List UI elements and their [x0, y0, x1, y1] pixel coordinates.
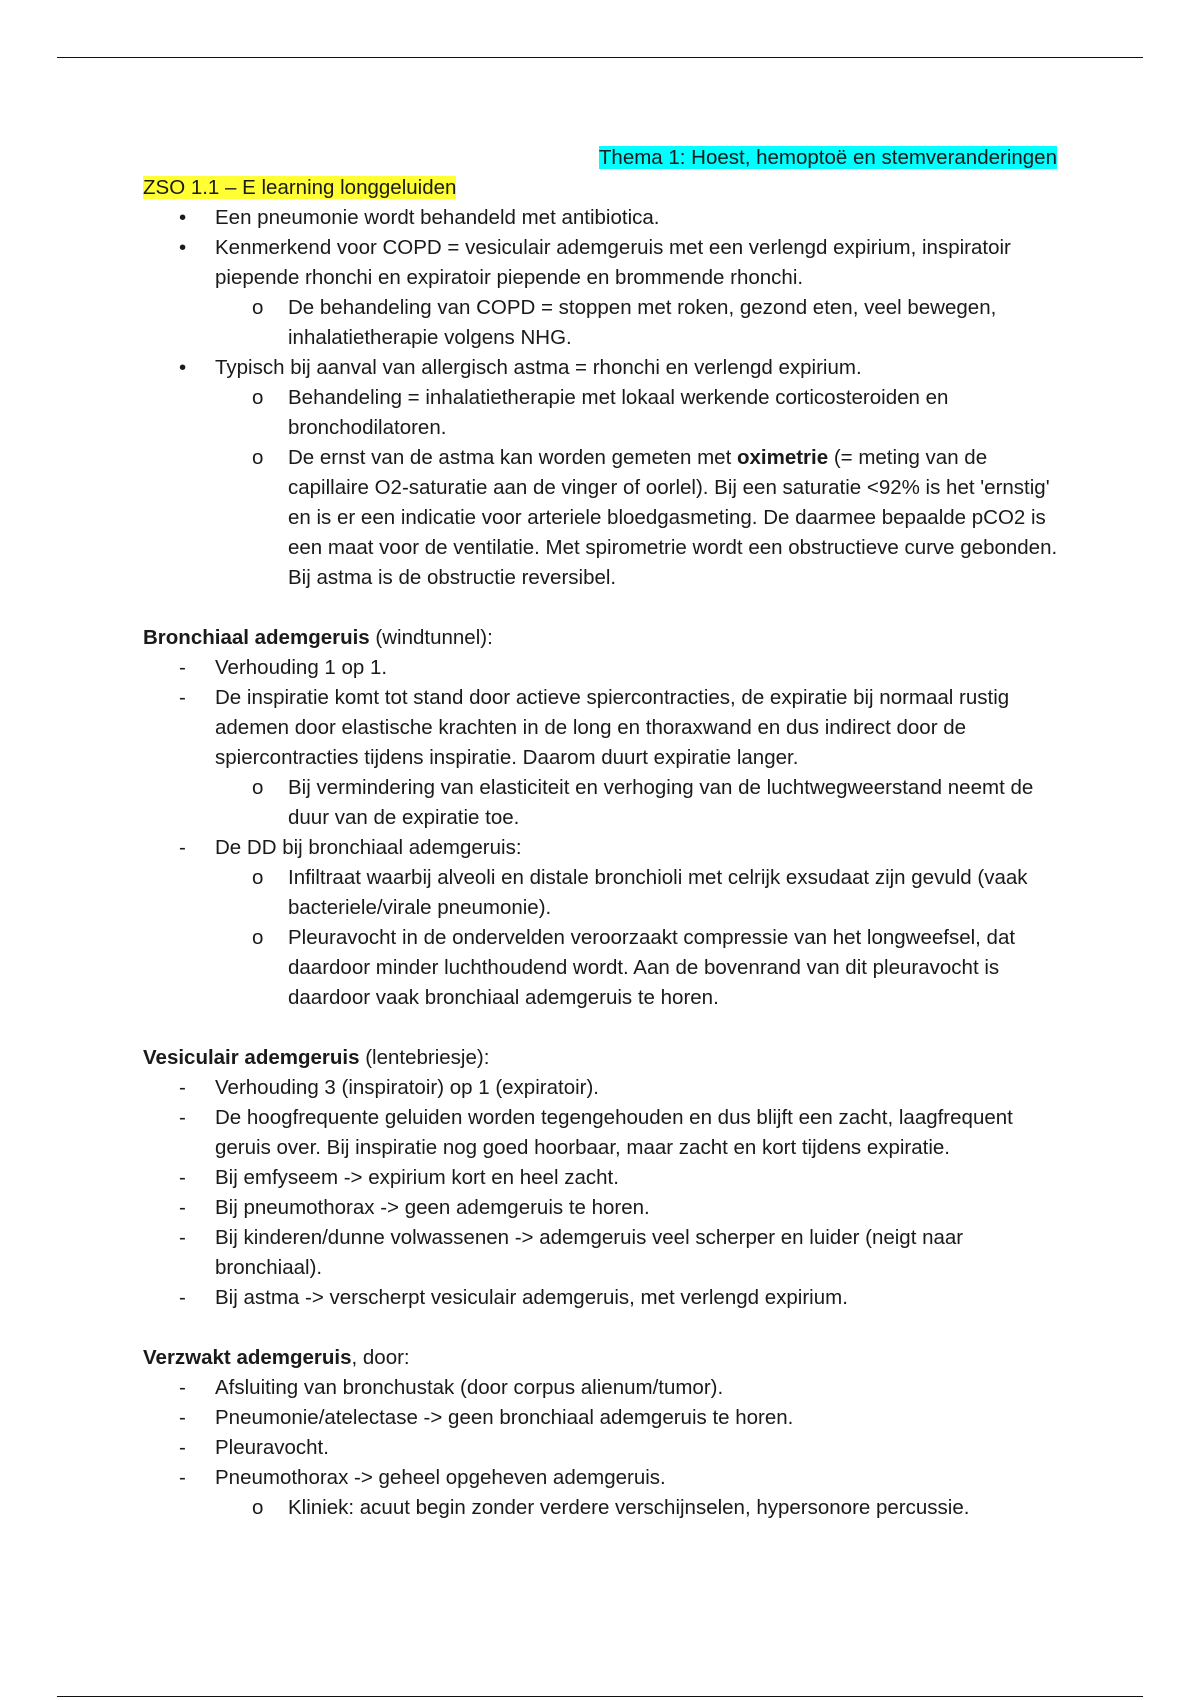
list-item-text: Kenmerkend voor COPD = vesiculair ademgeruis met een verlengd expirium, inspiratoir piepende rhonchi en expiratoir piepende en brommende rhonchi.: [215, 236, 1011, 289]
dash-marker: -: [179, 1196, 186, 1219]
circle-marker: o: [252, 386, 264, 409]
bullet-marker: •: [179, 356, 187, 379]
circle-marker: o: [252, 1496, 264, 1519]
list-item: [143, 863, 1063, 923]
list-item-text: Bij vermindering van elasticiteit en verhoging van de luchtwegweerstand neemt de duur van de expiratie toe.: [288, 776, 1034, 829]
circle-marker: o: [252, 446, 264, 469]
list-item: [143, 1373, 1063, 1403]
list-item: [143, 1163, 1063, 1193]
dash-marker: -: [179, 1166, 186, 1189]
list-item: [143, 1283, 1063, 1313]
oximetrie-term: oximetrie: [736, 446, 829, 469]
list-item-text: De behandeling van COPD = stoppen met roken, gezond eten, veel bewegen, inhalatietherapie volgens NHG.: [288, 296, 997, 349]
document-body: [143, 143, 1063, 1523]
list-item-text: Bij astma -> verscherpt vesiculair ademgeruis, met verlengd expirium.: [215, 1286, 848, 1309]
list-item-text: Verhouding 1 op 1.: [215, 656, 388, 679]
circle-marker: o: [252, 926, 264, 949]
list-item-text: Pneumonie/atelectase -> geen bronchiaal ademgeruis te horen.: [215, 1406, 794, 1429]
dash-marker: -: [179, 1466, 186, 1489]
list-item-text: Typisch bij aanval van allergisch astma = rhonchi en verlengd expirium.: [215, 356, 862, 379]
list-item-text: Bij pneumothorax -> geen ademgeruis te horen.: [215, 1196, 650, 1219]
verzwakt-list: [143, 1373, 1063, 1523]
list-item: [143, 923, 1063, 1013]
list-item: [143, 203, 1063, 233]
list-item: [143, 1073, 1063, 1103]
list-item-text: Infiltraat waarbij alveoli en distale bronchioli met celrijk exsudaat zijn gevuld (vaak bacteriele/virale pneumonie).: [288, 866, 1028, 919]
dash-marker: -: [179, 656, 186, 679]
list-item-text: Kliniek: acuut begin zonder verdere verschijnselen, hypersonore percussie.: [288, 1496, 970, 1519]
list-item-text: Bij kinderen/dunne volwassenen -> ademgeruis veel scherper en luider (neigt naar bronchiaal).: [215, 1226, 964, 1279]
circle-marker: o: [252, 296, 264, 319]
list-item-text: Pneumothorax -> geheel opgeheven ademgeruis.: [215, 1466, 666, 1489]
dash-marker: -: [179, 1406, 186, 1429]
list-item-text: De inspiratie komt tot stand door actieve spiercontracties, de expiratie bij normaal rustig ademen door elastische krachten in de long en thoraxwand en dus indirect door de spiercontracties tijdens inspiratie. Daarom duurt expiratie langer.: [215, 686, 1010, 769]
section-heading-vesiculair: [143, 1043, 1063, 1073]
text-run: (= meting van de capillaire O2-saturatie aan de vinger of oorlel). Bij een saturatie <92% is het 'ernstig' en is er een indicatie voor arteriele bloedgasmeting. De daarmee bepaalde pCO2 is een maat voor de ventilatie. Met spirometrie wordt een obstructieve curve gebonden. Bij astma is de obstructie reversibel.: [288, 446, 1058, 589]
bullet-marker: •: [179, 236, 187, 259]
dash-marker: -: [179, 1226, 186, 1249]
text-run: De ernst van de astma kan worden gemeten met: [288, 446, 737, 469]
list-item: [143, 353, 1063, 383]
list-item: [143, 1193, 1063, 1223]
list-item-text: De DD bij bronchiaal ademgeruis:: [215, 836, 522, 859]
footer-rule: [57, 1696, 1143, 1697]
list-item: [143, 293, 1063, 353]
header-rule: [57, 57, 1143, 58]
heading-rest: (windtunnel):: [369, 626, 493, 649]
dash-marker: -: [179, 1376, 186, 1399]
list-item: [143, 1223, 1063, 1283]
bullet-marker: •: [179, 206, 187, 229]
dash-marker: -: [179, 686, 186, 709]
zso-title: ZSO 1.1 – E learning longgeluiden: [143, 176, 457, 199]
heading-bold: Verzwakt ademgeruis: [143, 1346, 352, 1369]
list-item-text: Pleuravocht.: [215, 1436, 329, 1459]
heading-rest: , door:: [351, 1346, 410, 1369]
heading-bold: Bronchiaal ademgeruis: [143, 626, 370, 649]
circle-marker: o: [252, 776, 264, 799]
bronchiaal-list: [143, 653, 1063, 1013]
theme-title-row: [143, 143, 1063, 173]
list-item: [143, 773, 1063, 833]
list-item: [143, 233, 1063, 293]
heading-rest: (lentebriesje):: [359, 1046, 490, 1069]
zso-title-row: [143, 173, 1063, 203]
list-item-text: De hoogfrequente geluiden worden tegengehouden en dus blijft een zacht, laagfrequent geruis over. Bij inspiratie nog goed hoorbaar, maar zacht en kort tijdens expiratie.: [215, 1106, 1013, 1159]
list-item-text: Een pneumonie wordt behandeld met antibiotica.: [215, 206, 660, 229]
list-item: [143, 443, 1063, 593]
list-item: [143, 1463, 1063, 1493]
list-item: [143, 1493, 1063, 1523]
circle-marker: o: [252, 866, 264, 889]
list-item: [143, 653, 1063, 683]
dash-marker: -: [179, 1076, 186, 1099]
heading-bold: Vesiculair ademgeruis: [143, 1046, 360, 1069]
dash-marker: -: [179, 1106, 186, 1129]
list-item: [143, 1403, 1063, 1433]
section-heading-verzwakt: [143, 1343, 1063, 1373]
dash-marker: -: [179, 836, 186, 859]
dash-marker: -: [179, 1286, 186, 1309]
list-item: [143, 1433, 1063, 1463]
dash-marker: -: [179, 1436, 186, 1459]
list-item: [143, 833, 1063, 863]
intro-list: [143, 203, 1063, 593]
list-item: [143, 683, 1063, 773]
list-item-text: Afsluiting van bronchustak (door corpus alienum/tumor).: [215, 1376, 724, 1399]
list-item: [143, 1103, 1063, 1163]
theme-title: Thema 1: Hoest, hemoptoë en stemveranderingen: [598, 146, 1057, 169]
list-item-text: [288, 446, 1057, 589]
list-item-text: Pleuravocht in de ondervelden veroorzaakt compressie van het longweefsel, dat daardoor minder luchthoudend wordt. Aan de bovenrand van dit pleuravocht is daardoor vaak bronchiaal ademgeruis te horen.: [288, 926, 1016, 1009]
list-item-text: Bij emfyseem -> expirium kort en heel zacht.: [215, 1166, 619, 1189]
list-item-text: Behandeling = inhalatietherapie met lokaal werkende corticosteroiden en bronchodilatoren.: [288, 386, 949, 439]
list-item-text: Verhouding 3 (inspiratoir) op 1 (expiratoir).: [215, 1076, 599, 1099]
vesiculair-list: [143, 1073, 1063, 1313]
section-heading-bronchiaal: [143, 623, 1063, 653]
list-item: [143, 383, 1063, 443]
